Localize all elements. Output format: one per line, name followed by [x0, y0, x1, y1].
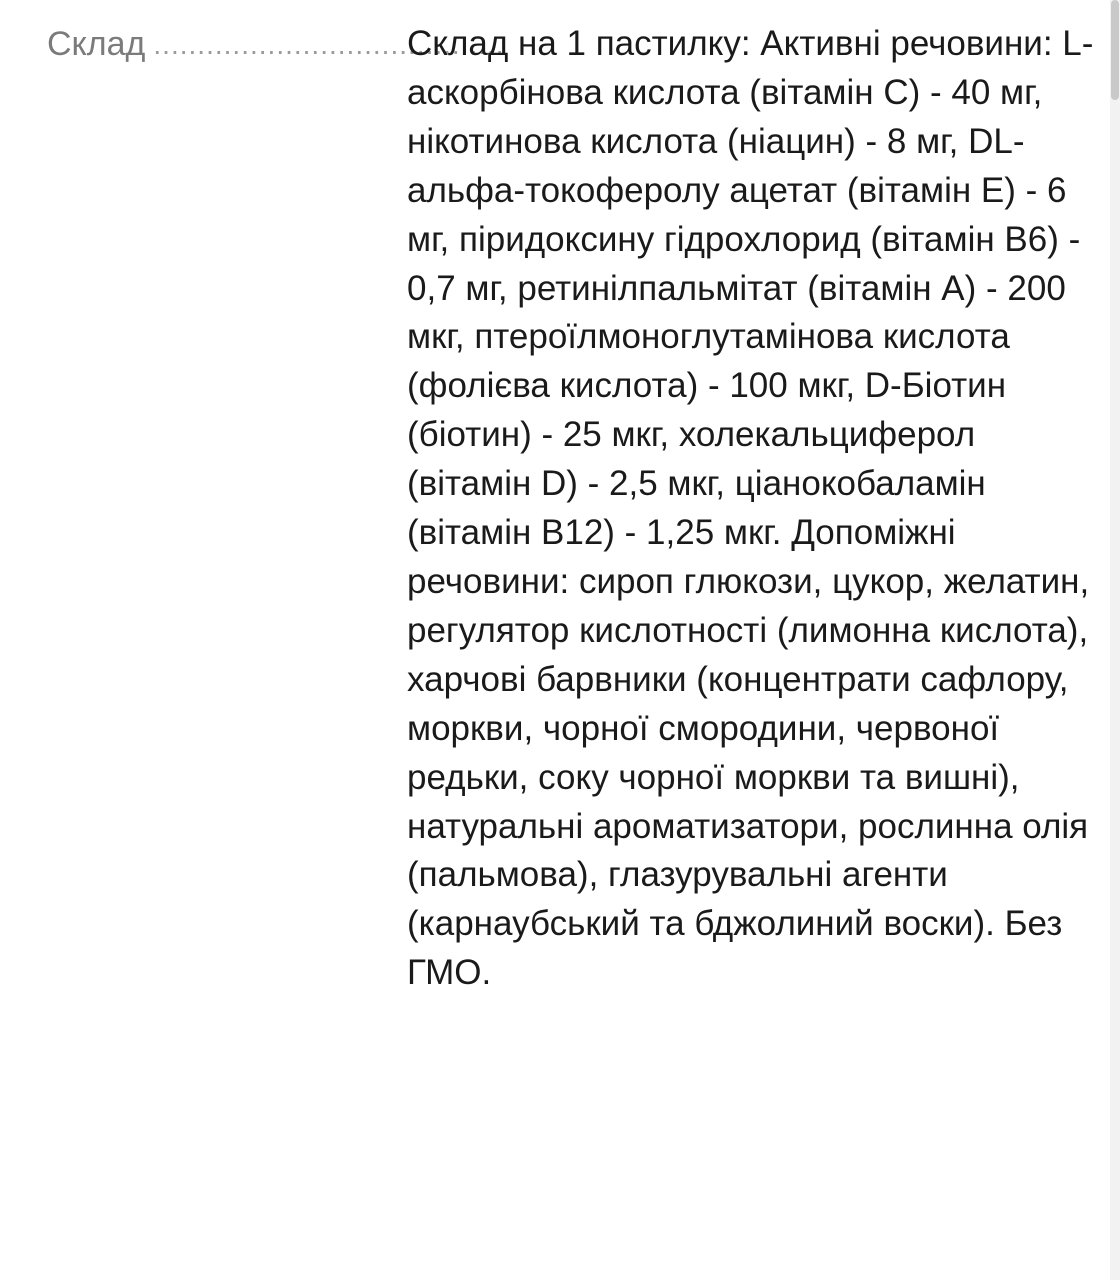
spec-label-cell: [47, 20, 505, 70]
spec-value: Склад на 1 пастилку: Активні речовини: L-аскорбінова кислота (вітамін С) - 40 мг, нікотинова кислота (ніацин) - 8 мг, DL-альфа-токоферолу ацетат (вітамін Е) - 6 мг, піридоксину гідрохлорид (вітамін В6) - 0,7 мг, ретинілпальмітат (вітамін А) - 200 мкг, птероїлмоноглутамінова кислота (фолієва кислота) - 100 мкг, D-Біотин (біотин) - 25 мкг, холекальциферол (вітамін D) - 2,5 мкг, ціанокобаламін (вітамін В12) - 1,25 мкг. Допоміжні речовини: сироп глюкози, цукор, желатин, регулятор кислотності (лимонна кислота), харчові барвники (концентрати сафлору, моркви, чорної смородини, червоної редьки, соку чорної моркви та вишні), натуральні ароматизатори, рослинна олія (пальмова), глазурувальні агенти (карнаубський та бджолиний воски). Без ГМО.: [407, 24, 1094, 993]
dotted-leader: ........................................: [153, 29, 505, 60]
scrollbar[interactable]: [1110, 0, 1120, 1280]
spec-row-composition: [0, 20, 1108, 1260]
scrollbar-thumb[interactable]: [1111, 0, 1119, 100]
spec-label: Склад: [47, 25, 146, 63]
